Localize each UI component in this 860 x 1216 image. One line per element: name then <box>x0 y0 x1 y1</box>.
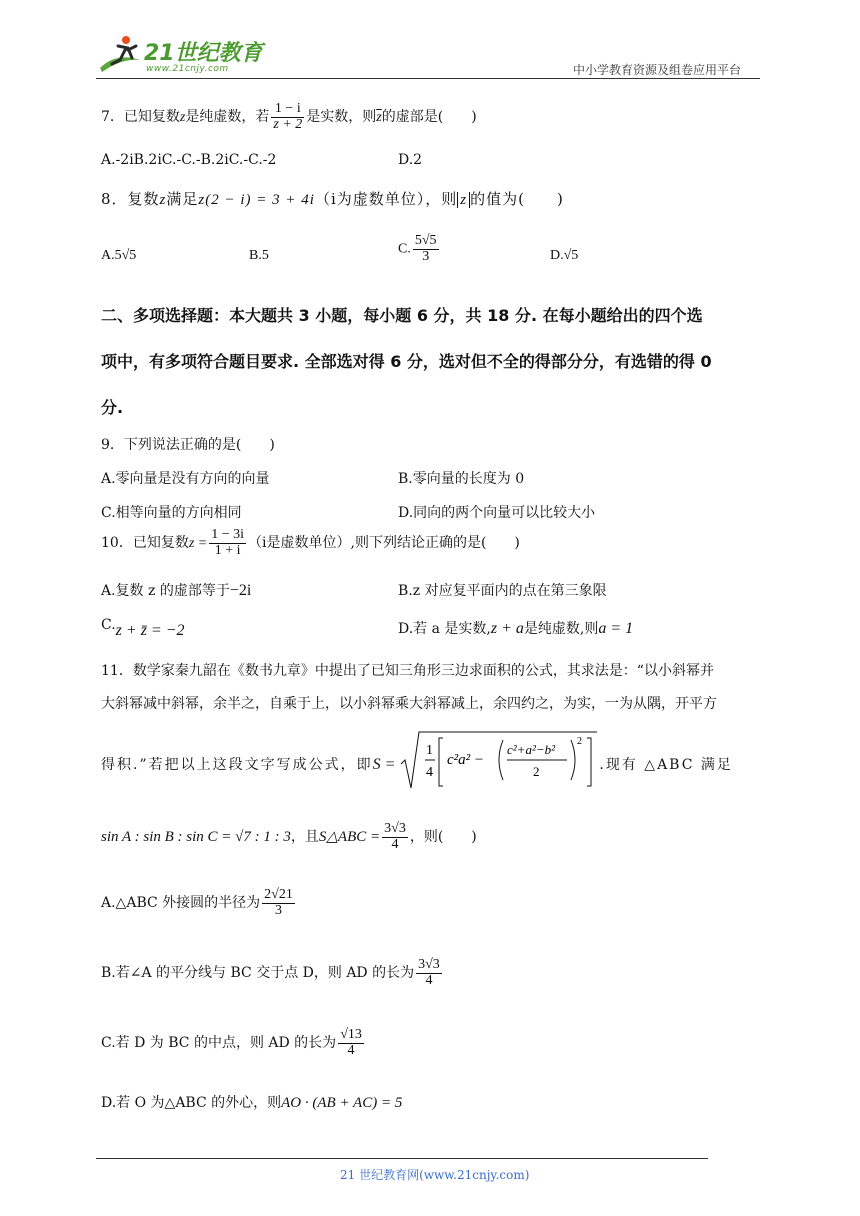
svg-text:4: 4 <box>426 765 434 780</box>
runner-logo-icon <box>96 34 146 78</box>
question-8: 8．复数z满足z(2 − i) = 3 + 4i（i为虚数单位），则 z 的值为( ) <box>101 190 564 208</box>
q11-option-b: B.若∠A 的平分线与 BC 交于点 D，则 AD 的长为 $\frac{3√3}{4}$ <box>101 957 440 988</box>
heron-formula <box>399 730 599 792</box>
svg-text:1: 1 <box>426 743 434 758</box>
q10-option-a: A.复数 z 的虚部等于−2i <box>101 582 252 599</box>
q10-option-d: D.若 a 是实数,z + a是纯虚数,则a = 1 <box>398 620 634 637</box>
svg-text:c²a² −: c²a² − <box>447 752 485 768</box>
svg-text:2: 2 <box>577 736 583 747</box>
q7-options-abc: A.-2iB.2iC.-C.-B.2iC.-C.-2 <box>101 152 277 168</box>
formula-radical-icon <box>399 730 599 792</box>
question-7: 7．已知复数z是纯虚数，若 $\frac{1 - i}{z + 2}$ 是实数，则$\overline{z}$的虚部是( ) <box>101 101 477 132</box>
question-10: 10．已知复数z = $\frac{1 - 3i}{1 + i}$ （i是虚数单位）,则下列结论正确的是( ) <box>101 527 520 558</box>
q11-option-d: D.若 O 为△ABC 的外心，则AO · (AB + AC) = 5 <box>101 1095 403 1111</box>
q11-option-a: A.△ABC 外接圆的半径为 $\frac{2√21}{3}$ <box>101 887 293 918</box>
q11-option-c: C.若 D 为 BC 的中点，则 AD 的长为 $\frac{√13}{4}$ <box>101 1027 362 1058</box>
q10-option-b: B.z 对应复平面内的点在第三象限 <box>398 583 607 599</box>
header-rule <box>96 78 760 79</box>
svg-text:2: 2 <box>533 764 540 779</box>
svg-text:c²+a²−b²: c²+a²−b² <box>507 742 556 757</box>
logo-text: 21世纪教育 <box>144 41 263 66</box>
footer-text: 21 世纪教育网(www.21cnjy.com) <box>340 1168 530 1182</box>
logo <box>96 34 263 82</box>
q7-fraction: $\frac{1 - i}{z + 2}$ <box>273 101 303 132</box>
q7-option-d: D.2 <box>398 152 423 168</box>
q10-option-c: C.z + z̄ = −2 <box>101 617 185 639</box>
footer-rule <box>96 1158 708 1159</box>
logo-url: www.21cnjy.com <box>146 64 229 74</box>
header-right-text: 中小学教育资源及组卷应用平台 <box>573 63 742 77</box>
